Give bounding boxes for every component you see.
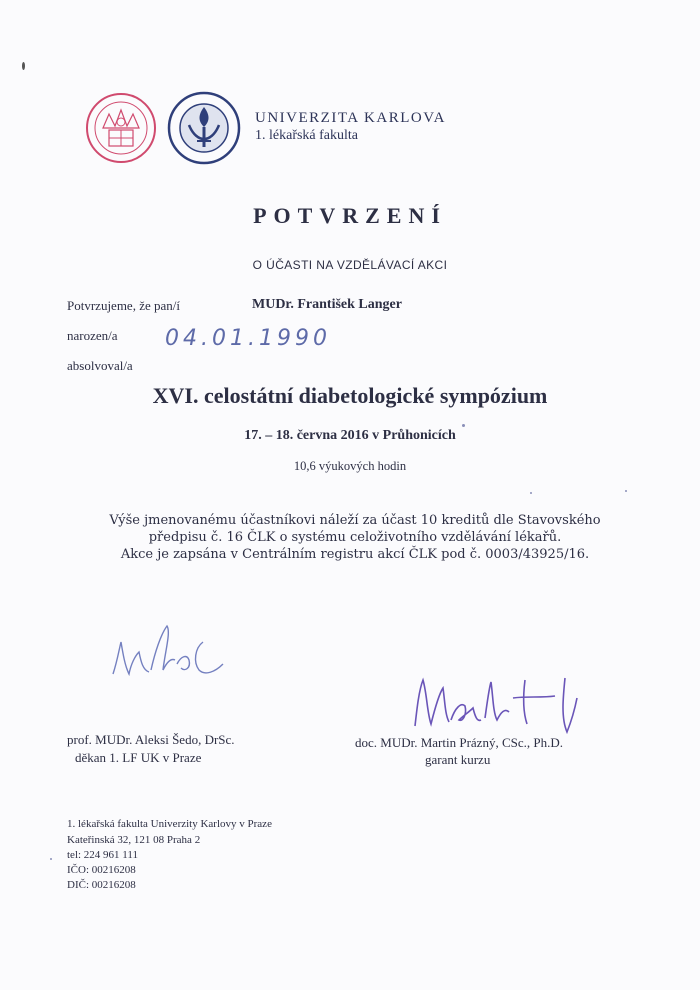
dean-role: děkan 1. LF UK v Praze <box>75 750 202 765</box>
footer-phone: tel: 224 961 111 <box>67 849 138 861</box>
confirm-label: Potvrzujeme, že pan/í <box>67 298 180 313</box>
scan-speck <box>22 62 25 70</box>
dean-name: prof. MUDr. Aleksi Šedo, DrSc. <box>67 732 235 747</box>
scan-speck <box>462 424 465 427</box>
scan-speck <box>625 490 627 492</box>
statement-line: Výše jmenovanému účastníkovi náleží za účast 10 kreditů dle Stavovského <box>109 513 601 528</box>
participant-name: MUDr. František Langer <box>252 297 402 312</box>
document-title: POTVRZENÍ <box>253 203 447 228</box>
statement-line: předpisu č. 16 ČLK o systému celoživotního vzdělávání lékařů. <box>148 530 562 545</box>
faculty-seal-icon <box>167 91 241 165</box>
document-subtitle: O ÚČASTI NA VZDĚLÁVACÍ AKCI <box>252 258 448 272</box>
event-name: XVI. celostátní diabetologické sympózium <box>152 383 548 408</box>
footer-dic: DIČ: 00216208 <box>67 879 136 891</box>
university-name: UNIVERZITA KARLOVA <box>255 110 446 126</box>
faculty-name: 1. lékařská fakulta <box>255 128 359 143</box>
scan-speck <box>50 858 52 860</box>
credits-statement <box>60 512 650 563</box>
university-seal-icon <box>85 92 157 164</box>
guarantor-role: garant kurzu <box>425 752 491 767</box>
footer-institution: 1. lékařská fakulta Univerzity Karlovy v Praze <box>67 818 272 830</box>
born-label: narozen/a <box>67 328 118 343</box>
birth-date-handwritten: 04.01.1990 <box>165 326 331 351</box>
guarantor-signature <box>405 668 595 740</box>
footer-address: Kateřinská 32, 121 08 Praha 2 <box>67 834 201 846</box>
statement-line: Akce je zapsána v Centrálním registru akcí ČLK pod č. 0003/43925/16. <box>120 547 590 562</box>
dean-signature <box>105 612 235 687</box>
event-hours: 10,6 výukových hodin <box>293 459 407 473</box>
completed-label: absolvoval/a <box>67 358 133 373</box>
scan-speck <box>530 492 532 494</box>
footer-ico: IČO: 00216208 <box>67 864 136 876</box>
guarantor-name: doc. MUDr. Martin Prázný, CSc., Ph.D. <box>355 735 563 750</box>
event-dates: 17. – 18. června 2016 v Průhonicích <box>244 428 456 443</box>
